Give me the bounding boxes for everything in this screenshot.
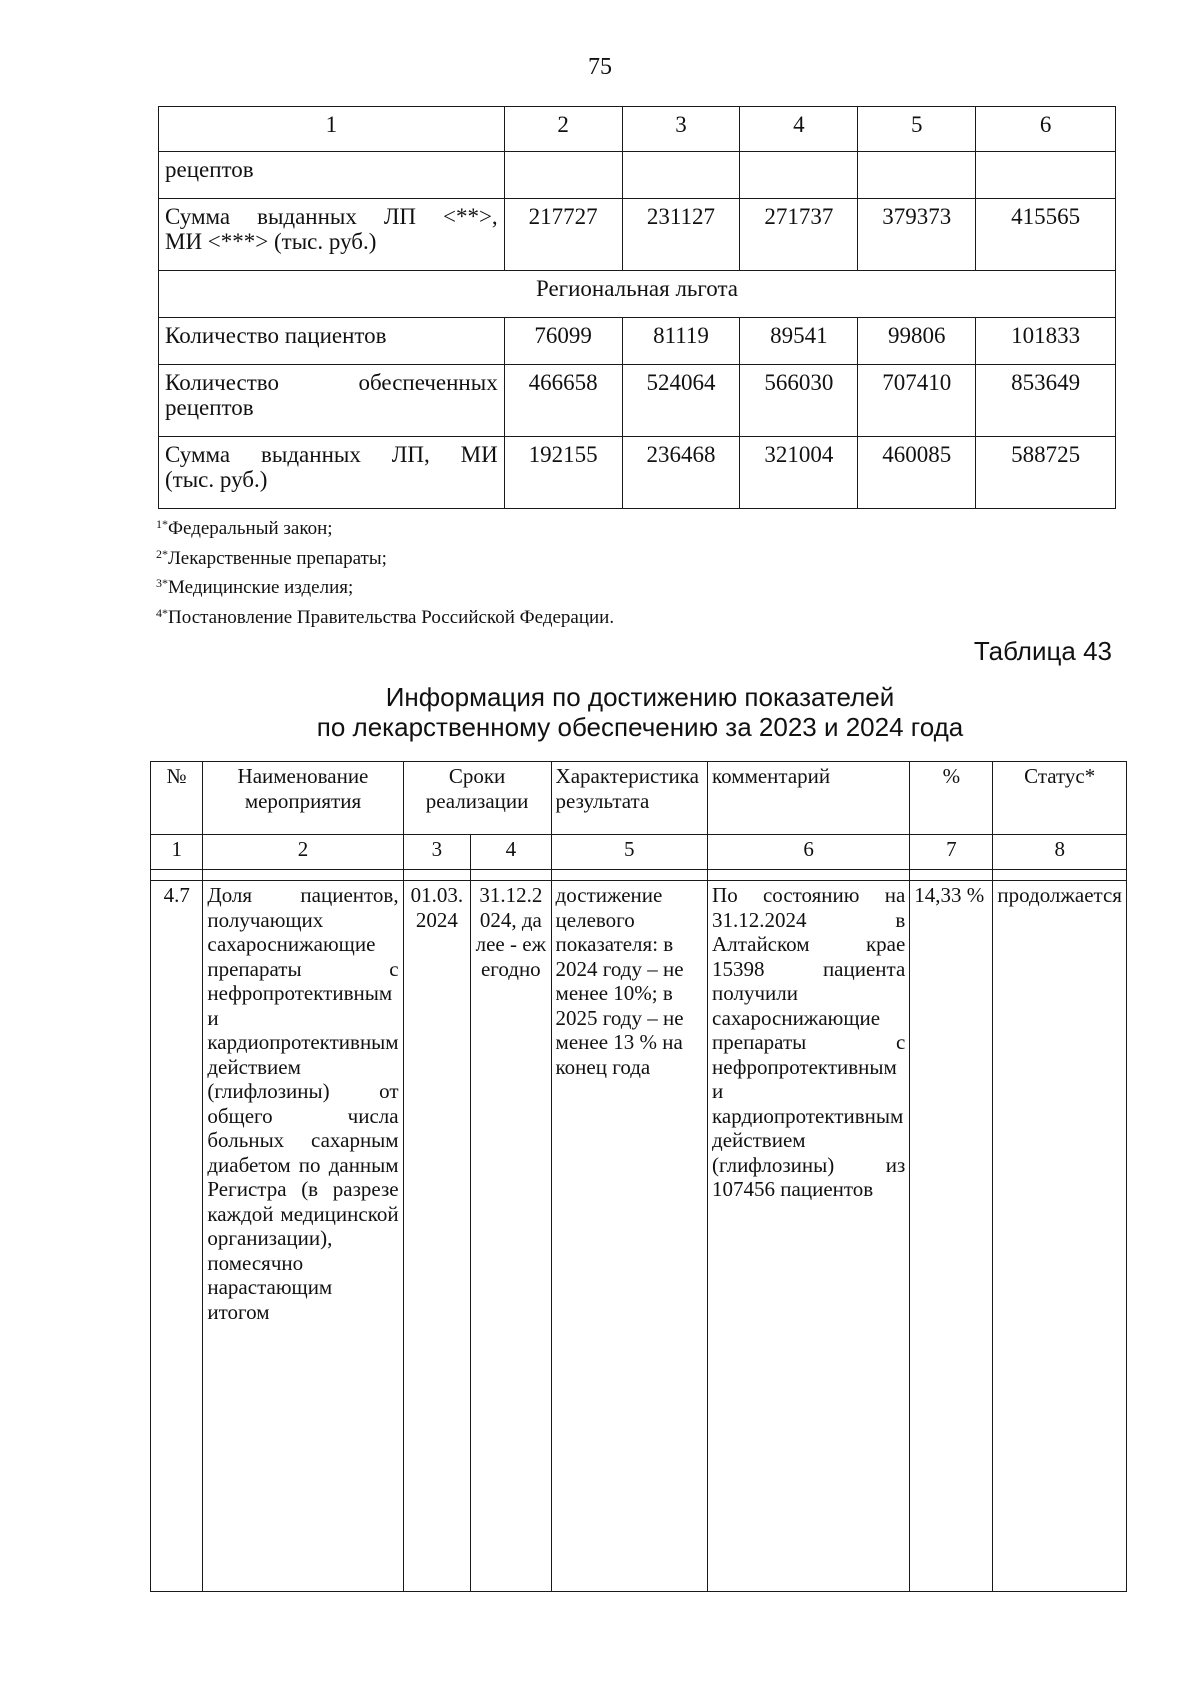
spacer-cell [993,870,1127,881]
cell-value [858,152,976,199]
activity-name: Доля пациентов, получающих сахароснижающие препараты с нефропротективным и кардиопротективным действием (глифлозины) от общего числа больных сахарным диабетом по данным Регистра (в разрезе каждой медицинской организации), помесячно нарастающим итогом [203,881,403,1592]
column-number-row [159,107,1116,152]
footnote-text: Постановление Правительства Российской Федерации. [168,606,615,628]
spacer-cell [151,870,203,881]
table-row [151,881,1127,1592]
table-row [159,437,1116,509]
section-row [159,271,1116,318]
cell-value: 231127 [622,199,740,271]
label-line: МИ <***> (тыс. руб.) [165,229,377,254]
footnote [156,542,614,572]
spacer-cell [551,870,708,881]
label-word: Сумма [165,442,231,467]
cell-value [740,152,858,199]
footnote-text: Медицинские изделия; [168,577,354,598]
label-word: Количество [165,370,279,395]
header-terms: Сроки реализации [403,762,551,835]
footnote-mark: 4* [156,605,168,620]
table-row [159,152,1116,199]
row-number: 4.7 [151,881,203,1592]
label-word: <**>, [442,204,498,229]
label-line: рецептов [165,395,254,420]
label-word: выданных [257,204,357,229]
spacer-cell [910,870,993,881]
cell-value: 271737 [740,199,858,271]
spacer-cell [203,870,403,881]
cell-value: 217727 [504,199,622,271]
column-number-row [151,835,1127,870]
table-title [0,682,1200,742]
spacer-cell [708,870,910,881]
row-label [159,199,505,271]
header-num: № [151,762,203,835]
cell-value: 89541 [740,318,858,365]
start-date: 01.03.2024 [403,881,471,1592]
cell-value: 101833 [976,318,1116,365]
row-label [159,365,505,437]
label-word: выданных [261,442,361,467]
cell-value [504,152,622,199]
row-label: рецептов [159,152,505,199]
label-word: ЛП [383,204,417,229]
comment: По состоянию на 31.12.2024 в Алтайском крае 15398 пациента получили сахароснижающие препараты с нефропротективным и кардиопротективным действием (глифлозины) из 107456 пациентов [708,881,910,1592]
header-row [151,762,1127,835]
footnote-mark: 3* [156,576,168,590]
cell-value: 81119 [622,318,740,365]
footnote [156,601,614,631]
table-row [159,365,1116,437]
cell-value: 99806 [858,318,976,365]
footnote-text: Федеральный закон; [168,518,333,539]
label-word: МИ [460,442,498,467]
cell-value: 379373 [858,199,976,271]
header-comment: комментарий [708,762,910,835]
col-number: 1 [151,835,203,870]
col-number: 3 [403,835,471,870]
label-line: (тыс. руб.) [165,467,268,492]
prescriptions-table [158,106,1116,509]
cell-value: 76099 [504,318,622,365]
cell-value: 415565 [976,199,1116,271]
percent-value: 14,33 % [910,881,993,1592]
spacer-cell [403,870,471,881]
spacer-row [151,870,1127,881]
footnote [156,512,614,542]
title-line: Информация по достижению показателей [385,682,895,712]
col-number: 6 [708,835,910,870]
col-number: 4 [471,835,551,870]
footnotes [156,512,614,630]
row-label: Количество пациентов [159,318,505,365]
label-word: ЛП, [391,442,430,467]
cell-value: 853649 [976,365,1116,437]
cell-value [976,152,1116,199]
header-status: Статус* [993,762,1127,835]
footnote-mark: 1* [156,517,168,531]
status-value: продолжается [993,881,1127,1592]
section-title: Региональная льгота [159,271,1116,318]
col-number: 6 [976,107,1116,152]
col-number: 1 [159,107,505,152]
col-number: 2 [504,107,622,152]
result-characteristic: достижение целевого показателя: в 2024 году – не менее 10%; в 2025 году – не менее 13 % на конец года [551,881,708,1592]
cell-value: 321004 [740,437,858,509]
footnote [156,571,614,601]
col-number: 2 [203,835,403,870]
cell-value: 707410 [858,365,976,437]
col-number: 7 [910,835,993,870]
page-number: 75 [588,54,612,80]
end-date: 31.12.2024, далее - ежегодно [471,881,551,1592]
cell-value: 460085 [858,437,976,509]
cell-value [622,152,740,199]
indicators-table [150,761,1127,1592]
cell-value: 566030 [740,365,858,437]
row-label [159,437,505,509]
col-number: 4 [740,107,858,152]
spacer-cell [471,870,551,881]
label-word: Сумма [165,204,231,229]
header-name: Наименование мероприятия [203,762,403,835]
cell-value: 236468 [622,437,740,509]
cell-value: 466658 [504,365,622,437]
cell-value: 192155 [504,437,622,509]
header-percent: % [910,762,993,835]
header-characteristic: Характеристика результата [551,762,708,835]
col-number: 8 [993,835,1127,870]
footnote-mark: 2* [156,546,168,561]
cell-value: 588725 [976,437,1116,509]
title-line: по лекарственному обеспечению за 2023 и 2024 года [316,712,964,742]
footnote-text: Лекарственные препараты; [168,547,387,569]
col-number: 5 [551,835,708,870]
table-row [159,199,1116,271]
cell-value: 524064 [622,365,740,437]
col-number: 3 [622,107,740,152]
table-row [159,318,1116,365]
table-label: Таблица 43 [973,636,1112,666]
label-word: обеспеченных [358,370,498,395]
col-number: 5 [858,107,976,152]
